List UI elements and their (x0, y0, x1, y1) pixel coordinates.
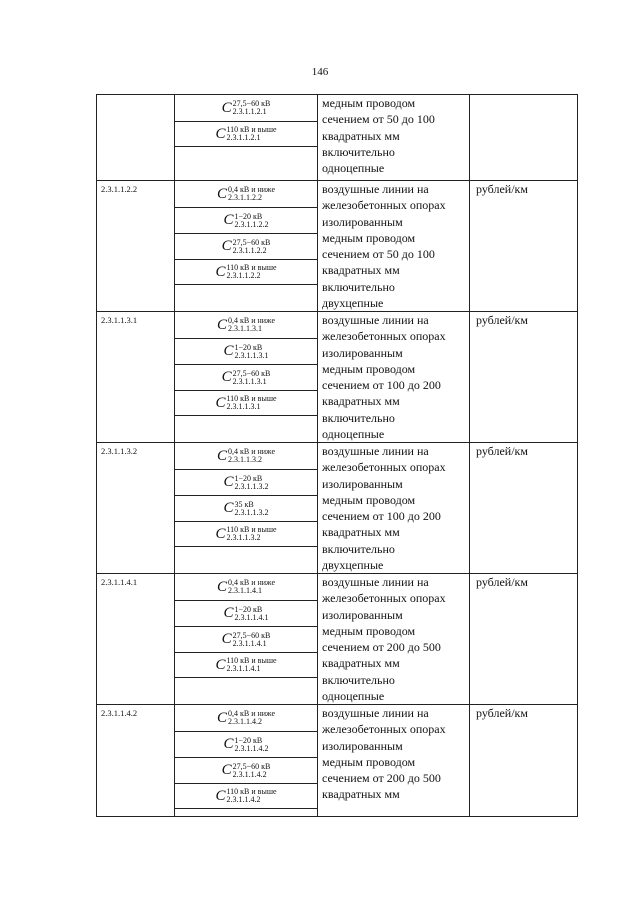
cost-symbol-formula (217, 317, 275, 334)
symbol-subscript-code: 2.3.1.1.2.2 (227, 193, 262, 202)
voltage-class-label: 27,5−60 кВ (232, 237, 271, 247)
symbol-subscript-code: 2.3.1.1.4.2 (226, 795, 261, 804)
cost-symbol-letter: C (223, 736, 234, 752)
description-line: включительно (322, 144, 395, 159)
symbol-subscript-code: 2.3.1.1.3.1 (226, 402, 261, 411)
description-line: одноцепные (322, 427, 385, 442)
description-line: одноцепные (322, 161, 385, 176)
description-line: сечением от 100 до 200 (322, 378, 441, 393)
cost-symbol-formula (215, 657, 276, 674)
page-number: 146 (311, 66, 329, 78)
symbol-subscript-code: 2.3.1.1.4.2 (232, 769, 267, 779)
description-line: изолированным (322, 607, 403, 622)
cost-symbol-formula (217, 579, 275, 596)
cost-symbol-formula (223, 343, 268, 360)
cost-symbol-scripts (228, 710, 275, 726)
voltage-class-label: 1−20 кВ (234, 342, 263, 352)
description-line: включительно (322, 410, 395, 425)
voltage-class-label: 27,5−60 кВ (232, 99, 271, 108)
cost-symbol-formula (215, 395, 276, 412)
cost-symbol-letter: C (215, 394, 226, 411)
cost-symbol-letter: C (216, 709, 227, 726)
cost-symbol-letter: C (221, 369, 232, 385)
voltage-class-label: 110 кВ и выше (226, 656, 277, 665)
description-line: сечением от 200 до 500 (322, 771, 441, 786)
cost-symbol (175, 600, 317, 626)
symbol-subscript-code: 2.3.1.1.4.2 (234, 743, 269, 753)
cost-symbol-letter: C (221, 762, 232, 778)
description-line: сечением от 50 до 100 (322, 112, 435, 127)
cost-symbol-scripts (233, 763, 271, 779)
cost-symbol-scripts (235, 475, 269, 491)
unit-cell: рублей/км (469, 312, 577, 442)
voltage-class-label: 0,4 кВ и ниже (227, 316, 276, 325)
cost-symbol-scripts (228, 579, 275, 595)
description-line: железобетонных опорах (322, 722, 446, 737)
description-line: квадратных мм (322, 787, 400, 802)
voltage-class-label: 0,4 кВ и ниже (227, 185, 276, 194)
symbols-cell-blank (175, 147, 317, 180)
description-cell (317, 705, 469, 816)
cost-symbol-letter: C (216, 316, 227, 333)
cost-symbol-scripts (235, 501, 269, 517)
cost-symbol-letter: C (223, 474, 234, 490)
description-line: железобетонных опорах (322, 329, 446, 344)
cost-symbol-scripts (228, 448, 275, 464)
row-index: 2.3.1.1.3.1 (101, 315, 138, 325)
cost-symbol-formula (223, 605, 268, 622)
symbols-cell (174, 574, 317, 704)
voltage-class-label: 0,4 кВ и ниже (227, 709, 276, 718)
description-cell (317, 95, 469, 180)
cost-symbol (175, 390, 317, 416)
symbol-subscript-code: 2.3.1.1.4.1 (226, 664, 261, 673)
description-line: медным проводом (322, 754, 416, 769)
description-cell (317, 181, 469, 311)
voltage-class-label: 27,5−60 кВ (232, 761, 271, 771)
voltage-class-label: 27,5−60 кВ (232, 630, 271, 640)
symbols-cell (174, 312, 317, 442)
cost-symbol-scripts (233, 239, 271, 255)
voltage-class-label: 110 кВ и выше (226, 394, 277, 403)
voltage-class-label: 1−20 кВ (234, 604, 263, 614)
symbols-cell (174, 443, 317, 573)
unit-cell: рублей/км (469, 574, 577, 704)
description-line: включительно (322, 672, 395, 687)
cost-symbol-letter: C (215, 656, 226, 673)
voltage-class-label: 110 кВ и выше (226, 263, 277, 272)
cost-symbol (175, 757, 317, 783)
symbols-cell-blank (175, 547, 317, 573)
unit-cell: рублей/км (469, 705, 577, 816)
cost-symbol (175, 705, 317, 731)
symbols-cell-blank (175, 285, 317, 311)
symbol-subscript-code: 2.3.1.1.3.1 (227, 324, 262, 333)
cost-symbol-scripts (226, 395, 276, 411)
cost-symbol-scripts (235, 606, 269, 622)
description-line: сечением от 200 до 500 (322, 640, 441, 655)
symbol-subscript-code: 2.3.1.1.3.2 (227, 455, 262, 464)
cost-symbol-letter: C (216, 447, 227, 464)
cost-symbol-letter: C (216, 578, 227, 595)
description-line: воздушные линии на (322, 313, 429, 327)
cost-symbol (175, 626, 317, 652)
description-line: включительно (322, 541, 395, 556)
voltage-class-label: 27,5−60 кВ (232, 368, 271, 378)
cost-symbol (175, 731, 317, 757)
description-line: изолированным (322, 738, 403, 753)
description-line: включительно (322, 279, 395, 294)
description-line: железобетонных опорах (322, 591, 446, 606)
cost-symbol (175, 469, 317, 495)
description-line: двухцепные (322, 296, 384, 311)
cost-symbol-scripts (233, 632, 271, 648)
cost-symbol (175, 443, 317, 469)
cost-symbol-letter: C (215, 525, 226, 542)
row-index: 2.3.1.1.2.2 (101, 184, 138, 194)
voltage-class-label: 35 кВ (234, 499, 254, 509)
cost-symbol (175, 312, 317, 338)
cost-symbol-letter: C (215, 125, 226, 142)
cost-symbol (175, 95, 317, 121)
description-line: железобетонных опорах (322, 460, 446, 475)
symbol-subscript-code: 2.3.1.1.4.1 (227, 586, 262, 595)
cost-symbol-formula (215, 264, 276, 281)
cost-symbol-formula (222, 631, 271, 648)
cost-symbol (175, 338, 317, 364)
description-line: квадратных мм (322, 394, 400, 409)
cost-symbol (175, 181, 317, 207)
cost-symbol-letter: C (216, 185, 227, 202)
table-row (97, 311, 577, 442)
description-line: медным проводом (322, 623, 416, 638)
cost-symbol-formula (223, 474, 268, 491)
cost-symbol-scripts (226, 264, 276, 280)
voltage-class-label: 1−20 кВ (234, 735, 263, 745)
cost-symbol-formula (223, 500, 268, 517)
cost-symbol-scripts (228, 317, 275, 333)
description-line: квадратных мм (322, 656, 400, 671)
cost-symbol-formula (217, 186, 275, 203)
cost-symbol (175, 652, 317, 678)
voltage-class-label: 110 кВ и выше (226, 125, 277, 134)
voltage-class-label: 0,4 кВ и ниже (227, 578, 276, 587)
cost-symbol-formula (222, 100, 271, 117)
description-line: воздушные линии на (322, 575, 429, 589)
table-row (97, 180, 577, 311)
symbol-subscript-code: 2.3.1.1.3.2 (234, 481, 269, 491)
description-line: медным проводом (322, 361, 416, 376)
description-line: воздушные линии на (322, 444, 429, 458)
description-cell (317, 312, 469, 442)
cost-symbol-formula (223, 212, 268, 229)
cost-symbol (175, 364, 317, 390)
symbol-subscript-code: 2.3.1.1.3.1 (234, 350, 269, 360)
symbols-cell-blank (175, 416, 317, 442)
voltage-class-label: 110 кВ и выше (226, 525, 277, 534)
description-line: медным проводом (322, 230, 416, 245)
voltage-class-label: 110 кВ и выше (226, 787, 277, 796)
cost-symbol-scripts (235, 737, 269, 753)
cost-symbol-letter: C (223, 212, 234, 228)
cost-symbol-scripts (226, 657, 276, 673)
cost-symbol-letter: C (221, 99, 232, 116)
symbol-subscript-code: 2.3.1.1.4.2 (227, 717, 262, 726)
table-row (97, 573, 577, 704)
cost-symbol (175, 259, 317, 285)
description-line: двухцепные (322, 558, 384, 573)
voltage-class-label: 1−20 кВ (234, 211, 263, 221)
symbol-subscript-code: 2.3.1.1.2.1 (226, 133, 261, 142)
cost-symbol-scripts (226, 126, 276, 142)
cost-symbol-letter: C (221, 238, 232, 254)
symbols-cell-blank (175, 809, 317, 816)
cost-symbol-scripts (233, 370, 271, 386)
cost-symbol-formula (217, 448, 275, 465)
description-line: изолированным (322, 476, 403, 491)
cost-symbol-scripts (226, 788, 276, 804)
symbol-subscript-code: 2.3.1.1.2.2 (234, 219, 269, 229)
description-line: изолированным (322, 345, 403, 360)
unit-cell: рублей/км (469, 443, 577, 573)
description-line: квадратных мм (322, 263, 400, 278)
symbols-cell (174, 95, 317, 180)
description-line: сечением от 50 до 100 (322, 247, 435, 262)
unit-cell: рублей/км (469, 181, 577, 311)
symbols-cell (174, 705, 317, 816)
symbol-subscript-code: 2.3.1.1.2.2 (226, 271, 261, 280)
row-index: 2.3.1.1.3.2 (101, 446, 138, 456)
symbol-subscript-code: 2.3.1.1.3.2 (234, 507, 269, 517)
cost-symbol (175, 207, 317, 233)
cost-symbol-formula (222, 369, 271, 386)
description-line: квадратных мм (322, 525, 400, 540)
cost-symbol-scripts (233, 100, 271, 116)
cost-symbol (175, 521, 317, 547)
row-index: 2.3.1.1.4.2 (101, 708, 138, 718)
table-row (97, 704, 577, 816)
row-index: 2.3.1.1.4.1 (101, 577, 138, 587)
symbols-cell (174, 181, 317, 311)
cost-symbol-letter: C (223, 343, 234, 359)
cost-symbol-letter: C (223, 605, 234, 621)
cost-symbol-letter: C (215, 263, 226, 280)
cost-symbol (175, 495, 317, 521)
description-line: медным проводом (322, 96, 416, 110)
description-line: железобетонных опорах (322, 198, 446, 213)
table-row (97, 95, 577, 180)
cost-symbol-formula (217, 710, 275, 727)
cost-symbol-scripts (235, 213, 269, 229)
cost-symbol-letter: C (215, 787, 226, 804)
cost-symbol-formula (223, 736, 268, 753)
description-line: одноцепные (322, 689, 385, 704)
cost-symbol-formula (215, 788, 276, 805)
row-index (97, 95, 174, 180)
cost-symbol-formula (215, 526, 276, 543)
cost-symbol-formula (222, 238, 271, 255)
voltage-class-label: 1−20 кВ (234, 473, 263, 483)
table-row (97, 442, 577, 573)
tariff-table (96, 94, 578, 817)
cost-symbol-formula (222, 762, 271, 779)
cost-symbol (175, 574, 317, 600)
description-line: квадратных мм (322, 128, 400, 143)
cost-symbol-scripts (235, 344, 269, 360)
description-line: воздушные линии на (322, 706, 429, 720)
description-line: сечением от 100 до 200 (322, 509, 441, 524)
cost-symbol (175, 233, 317, 259)
description-cell (317, 443, 469, 573)
description-line: изолированным (322, 214, 403, 229)
cost-symbol-letter: C (221, 631, 232, 647)
unit-cell (469, 95, 577, 180)
symbol-subscript-code: 2.3.1.1.3.1 (232, 376, 267, 386)
description-cell (317, 574, 469, 704)
symbol-subscript-code: 2.3.1.1.2.2 (232, 245, 267, 255)
voltage-class-label: 0,4 кВ и ниже (227, 447, 276, 456)
cost-symbol-scripts (228, 186, 275, 202)
symbol-subscript-code: 2.3.1.1.2.1 (232, 107, 267, 116)
description-line: воздушные линии на (322, 182, 429, 196)
symbol-subscript-code: 2.3.1.1.4.1 (232, 638, 267, 648)
cost-symbol (175, 783, 317, 809)
cost-symbol-formula (215, 126, 276, 143)
cost-symbol (175, 121, 317, 147)
symbols-cell-blank (175, 678, 317, 704)
symbol-subscript-code: 2.3.1.1.4.1 (234, 612, 269, 622)
description-line: медным проводом (322, 492, 416, 507)
cost-symbol-letter: C (223, 500, 234, 516)
symbol-subscript-code: 2.3.1.1.3.2 (226, 533, 261, 542)
cost-symbol-scripts (226, 526, 276, 542)
